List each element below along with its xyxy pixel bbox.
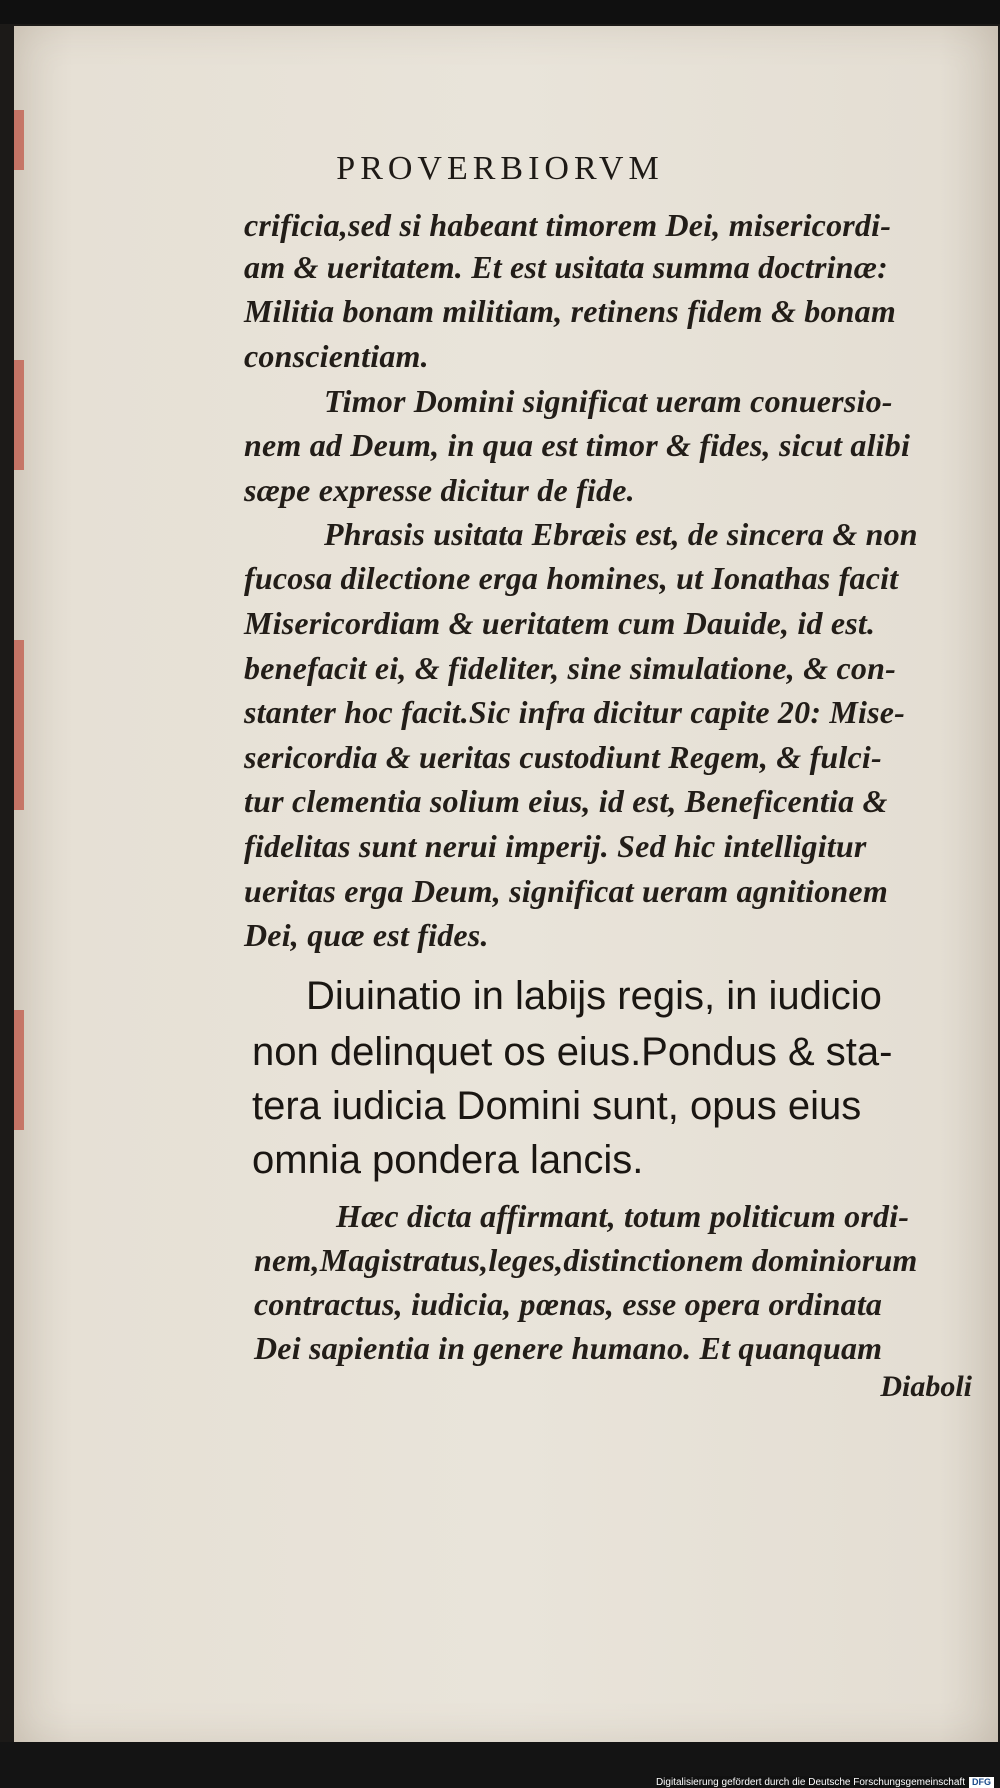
dfg-logo-icon: DFG [969, 1777, 994, 1788]
page-edge-stain [14, 1010, 24, 1130]
commentary-line: fidelitas sunt nerui imperij. Sed hic intelligitur [244, 828, 867, 864]
commentary-line: crificia,sed si habeant timorem Dei, misericordi- [244, 207, 892, 243]
commentary-line: sæpe expresse dicitur de fide. [244, 472, 635, 508]
scan-top-border [0, 0, 1000, 24]
commentary-line: stanter hoc facit.Sic infra dicitur capite 20: Mise- [244, 694, 906, 730]
verse-line: omnia pondera lancis. [252, 1138, 644, 1182]
commentary-line: Misericordiam & ueritatem cum Dauide, id est. [244, 605, 876, 641]
commentary-line: Dei, quæ est fides. [244, 917, 489, 953]
commentary-line: tur clementia solium eius, id est, Beneficentia & [244, 783, 888, 819]
commentary-line: conscientiam. [244, 338, 429, 374]
commentary-line: Timor Domini significat ueram conuersio- [324, 383, 893, 419]
commentary-line: benefacit ei, & fideliter, sine simulatione, & con- [244, 650, 896, 686]
commentary-line: fucosa dilectione erga homines, ut Ionathas facit [244, 560, 899, 596]
digitization-credit [656, 1776, 994, 1788]
commentary-line: Phrasis usitata Ebræis est, de sincera & non [324, 516, 918, 552]
page-edge-stain [14, 360, 24, 470]
catchword: Diaboli [880, 1370, 972, 1403]
verse-line: Diuinatio in labijs regis, in iudicio [306, 974, 882, 1018]
commentary-line: nem ad Deum, in qua est timor & fides, sicut alibi [244, 427, 911, 463]
commentary-line: Militia bonam militiam, retinens fidem & bonam [244, 293, 896, 329]
running-head: PROVERBIORVM [336, 150, 664, 187]
credit-text: Digitalisierung gefördert durch die Deutsche Forschungsgemeinschaft [655, 1776, 965, 1788]
commentary-line: am & ueritatem. Et est usitata summa doctrinæ: [244, 249, 888, 285]
page-edge-stain [14, 640, 24, 810]
commentary-line: sericordia & ueritas custodiunt Regem, & fulci- [244, 739, 882, 775]
verse-line: tera iudicia Domini sunt, opus eius [252, 1084, 862, 1128]
commentary-line: ueritas erga Deum, significat ueram agnitionem [244, 873, 888, 909]
commentary-line: nem,Magistratus,leges,distinctionem dominiorum [254, 1242, 918, 1278]
commentary-line: Dei sapientia in genere humano. Et quanquam [254, 1330, 883, 1366]
commentary-line: Hæc dicta affirmant, totum politicum ordi- [336, 1198, 910, 1234]
verse-line: non delinquet os eius.Pondus & sta- [252, 1030, 893, 1074]
commentary-line: contractus, iudicia, pœnas, esse opera ordinata [254, 1286, 883, 1322]
